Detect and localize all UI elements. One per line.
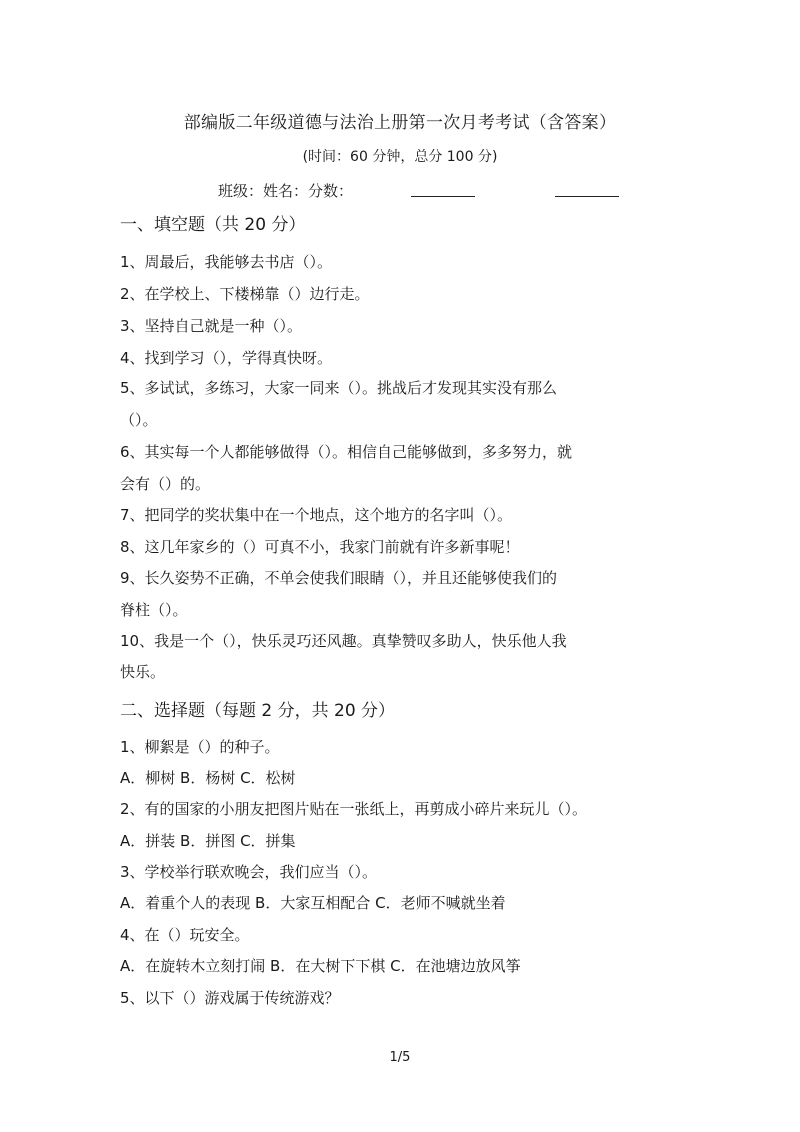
student-info-line: 班级：姓名：分数： [218, 182, 354, 200]
question-line: 2、有的国家的小朋友把图片贴在一张纸上，再剪成小碎片来玩儿（）。 [120, 800, 588, 818]
question-line: 2、在学校上、下楼梯靠（）边行走。 [120, 285, 370, 303]
name-blank [411, 196, 475, 197]
question-line: 5、多试试，多练习，大家一同来（）。挑战后才发现其实没有那么 [120, 379, 558, 397]
question-line: 7、把同学的奖状集中在一个地点，这个地方的名字叫（）。 [120, 506, 513, 524]
question-line: 快乐。 [120, 663, 166, 681]
document-title: 部编版二年级道德与法治上册第一次月考考试（含答案） [183, 113, 617, 133]
section-heading-fill-in: 一、填空题（共 20 分） [120, 215, 306, 235]
question-line: 3、坚持自己就是一种（）。 [120, 317, 303, 335]
question-line: 3、学校举行联欢晚会，我们应当（）。 [120, 863, 378, 881]
option-line: A．在旋转木立刻打闹 B．在大树下下棋 C．在池塘边放风筝 [120, 957, 521, 975]
option-line: A．拼装 B．拼图 C．拼集 [120, 832, 296, 850]
question-line: 4、在（）玩安全。 [120, 926, 250, 944]
option-line: A．柳树 B．杨树 C．松树 [120, 769, 296, 787]
section-heading-multiple-choice: 二、选择题（每题 2 分，共 20 分） [120, 701, 396, 721]
option-line: A．着重个人的表现 B．大家互相配合 C．老师不喊就坐着 [120, 894, 506, 912]
question-line: 10、我是一个（），快乐灵巧还风趣。真挚赞叹多助人，快乐他人我 [120, 632, 567, 650]
question-line: （）。 [120, 411, 158, 429]
exam-time-and-score: (时间：60 分钟，总分 100 分) [302, 149, 498, 165]
question-line: 会有（）的。 [120, 475, 211, 493]
page-number: 1/5 [389, 1050, 411, 1065]
question-line: 1、周最后，我能够去书店（）。 [120, 253, 333, 271]
question-line: 9、长久姿势不正确，不单会使我们眼睛（），并且还能够使我们的 [120, 569, 558, 587]
question-line: 1、柳絮是（）的种子。 [120, 738, 280, 756]
question-line: 脊柱（）。 [120, 601, 188, 619]
question-line: 4、找到学习（），学得真快呀。 [120, 349, 333, 367]
score-blank [555, 196, 619, 197]
question-line: 5、以下（）游戏属于传统游戏？ [120, 989, 340, 1007]
question-line: 8、这几年家乡的（）可真不小，我家门前就有许多新事呢！ [120, 538, 520, 556]
question-line: 6、其实每一个人都能够做得（）。相信自己能够做到，多多努力，就 [120, 443, 573, 461]
